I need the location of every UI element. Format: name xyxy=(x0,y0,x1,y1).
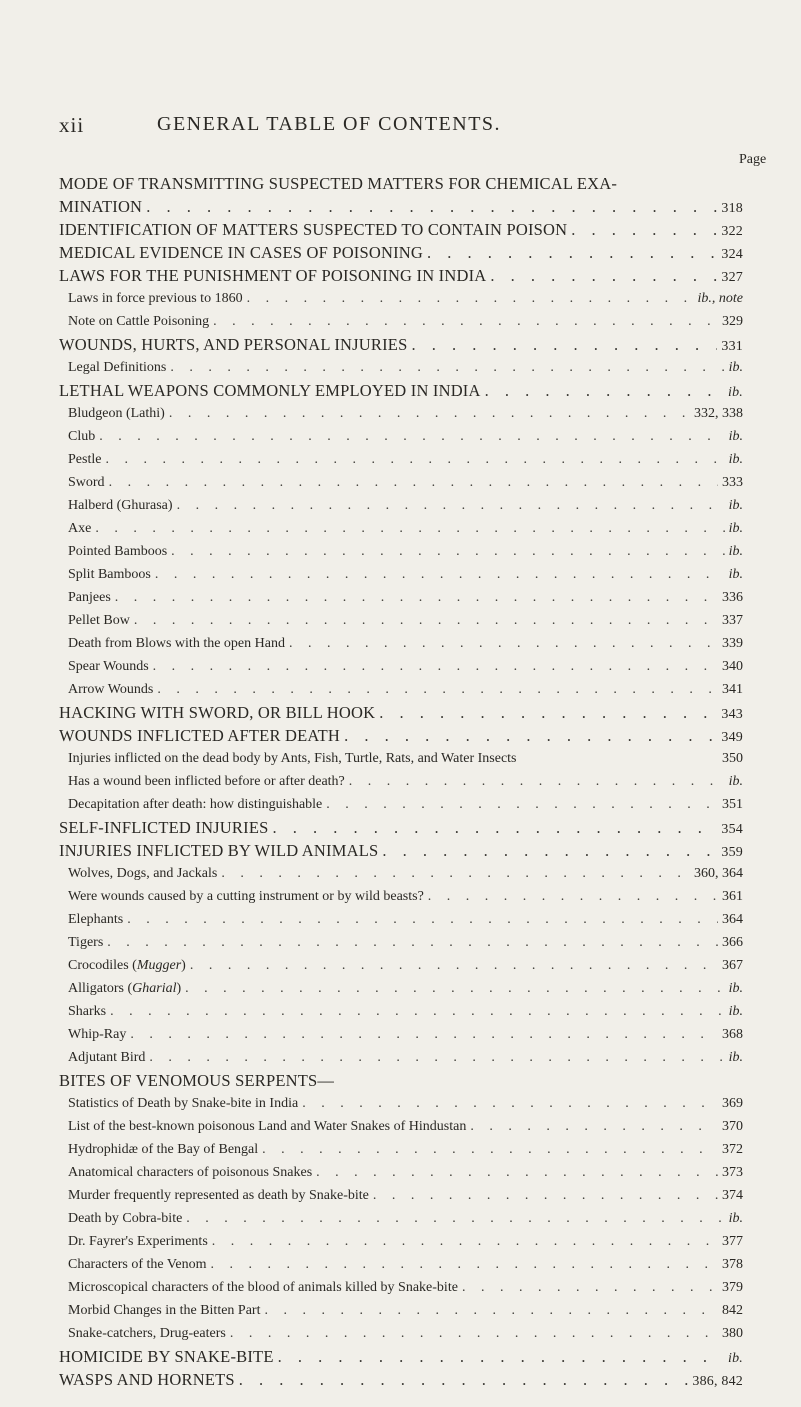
toc-entry-page: 350 xyxy=(722,751,743,766)
toc-entry xyxy=(59,379,743,402)
toc-entry xyxy=(59,586,743,609)
toc-entry-title xyxy=(68,586,111,609)
toc-entry-title xyxy=(68,517,91,540)
toc-entry-text: BITES OF VENOMOUS SERPENTS— xyxy=(59,1071,335,1090)
toc-entry-title xyxy=(68,1161,312,1184)
toc-entry-text: Axe xyxy=(68,521,92,536)
toc-entry-page: ib. xyxy=(728,981,743,996)
toc-entry-title xyxy=(59,816,268,839)
toc-entry xyxy=(59,241,743,264)
toc-entry-text: Injuries inflicted on the dead body by Ants, Fish, Turtle, Rats, and Water Insects xyxy=(68,751,517,766)
toc-entry-page: 378 xyxy=(722,1257,743,1272)
toc-entry-page: 366 xyxy=(722,935,743,950)
dot-leader xyxy=(105,471,718,494)
toc-entry-text: Has a wound been inflicted before or after death? xyxy=(68,774,345,789)
toc-entry xyxy=(59,931,743,954)
toc-entry-title xyxy=(68,540,167,563)
toc-entry-page: 379 xyxy=(722,1280,743,1295)
toc-entry-title xyxy=(68,1253,207,1276)
toc-entry-page: 380 xyxy=(722,1326,743,1341)
toc-entry-page: ib. xyxy=(728,1004,743,1019)
toc-entry-title xyxy=(68,655,149,678)
toc-entry-text: Adjutant Bird xyxy=(68,1050,146,1065)
dot-leader xyxy=(126,1023,718,1046)
toc-entry xyxy=(59,310,743,333)
toc-entry-text: Sword xyxy=(68,475,105,490)
dot-leader xyxy=(91,517,724,540)
toc-entry-text: Laws in force previous to 1860 xyxy=(68,291,243,306)
toc-entry xyxy=(59,494,743,517)
dot-leader xyxy=(378,839,717,862)
toc-entry-title xyxy=(59,218,567,241)
toc-entry-title xyxy=(68,747,517,770)
dot-leader xyxy=(375,701,717,724)
dot-leader xyxy=(123,908,718,931)
toc-entry-text: Snake-catchers, Drug-eaters xyxy=(68,1326,226,1341)
page-number: xii xyxy=(59,113,85,137)
toc-entry-text: Wolves, Dogs, and Jackals xyxy=(68,866,218,881)
dot-leader xyxy=(345,770,725,793)
toc-entry-page: ib. xyxy=(728,360,743,375)
toc-entry xyxy=(59,954,743,977)
toc-entry-title xyxy=(68,609,130,632)
toc-entry-page: 331 xyxy=(721,339,743,354)
table-of-contents xyxy=(59,172,743,1391)
toc-entry-text: MINATION xyxy=(59,197,143,216)
toc-entry-title xyxy=(59,195,142,218)
toc-entry-title xyxy=(68,287,243,310)
toc-entry-title xyxy=(68,1207,182,1230)
toc-entry-text: INJURIES INFLICTED BY WILD ANIMALS xyxy=(59,841,379,860)
toc-entry-title xyxy=(59,839,378,862)
toc-entry-page: 336 xyxy=(722,590,743,605)
toc-entry-title xyxy=(68,1276,458,1299)
toc-entry-page: 318 xyxy=(721,201,743,216)
dot-leader xyxy=(322,793,718,816)
toc-entry-page: 372 xyxy=(722,1142,743,1157)
toc-entry-title xyxy=(68,908,123,931)
toc-entry xyxy=(59,1276,743,1299)
dot-leader xyxy=(458,1276,718,1299)
dot-leader xyxy=(466,1115,718,1138)
toc-entry-title xyxy=(68,862,217,885)
dot-leader xyxy=(274,1345,724,1368)
toc-entry-title xyxy=(68,1138,258,1161)
toc-entry xyxy=(59,1069,743,1092)
toc-entry xyxy=(59,1299,743,1322)
toc-entry xyxy=(59,977,743,1000)
toc-entry-title xyxy=(68,632,285,655)
dot-leader xyxy=(243,287,694,310)
toc-entry xyxy=(59,701,743,724)
toc-entry-title xyxy=(59,241,423,264)
toc-entry xyxy=(59,1345,743,1368)
dot-leader xyxy=(130,609,718,632)
toc-entry-title xyxy=(59,724,340,747)
toc-entry xyxy=(59,655,743,678)
toc-entry-page: 324 xyxy=(721,247,743,262)
toc-entry-page: 333 xyxy=(722,475,743,490)
toc-entry-page: 361 xyxy=(722,889,743,904)
toc-entry-text: Pellet Bow xyxy=(68,613,130,628)
toc-entry-page: ib. xyxy=(728,385,743,400)
dot-leader xyxy=(260,1299,718,1322)
toc-entry-page: 332, 338 xyxy=(694,406,743,421)
toc-entry-title xyxy=(68,1092,298,1115)
toc-entry-page: 370 xyxy=(722,1119,743,1134)
toc-entry-title xyxy=(68,678,153,701)
toc-entry xyxy=(59,1253,743,1276)
toc-entry-text: MEDICAL EVIDENCE IN CASES OF POISONING xyxy=(59,243,424,262)
toc-entry-page: 373 xyxy=(722,1165,743,1180)
toc-entry-text: Microscopical characters of the blood of animals killed by Snake-bite xyxy=(68,1280,458,1295)
toc-entry-text: Panjees xyxy=(68,590,111,605)
toc-entry-title xyxy=(68,563,151,586)
toc-entry-page: 341 xyxy=(722,682,743,697)
dot-leader xyxy=(101,448,724,471)
toc-entry-title xyxy=(68,425,95,448)
dot-leader xyxy=(153,678,718,701)
dot-leader xyxy=(481,379,724,402)
toc-entry xyxy=(59,816,743,839)
toc-entry-page: 368 xyxy=(722,1027,743,1042)
toc-entry-page: 360, 364 xyxy=(694,866,743,881)
toc-entry-page: 329 xyxy=(722,314,743,329)
toc-entry-page: 327 xyxy=(721,270,743,285)
toc-entry-text: Death by Cobra-bite xyxy=(68,1211,183,1226)
toc-entry-page: ib. xyxy=(728,498,743,513)
toc-entry-text: Anatomical characters of poisonous Snakes xyxy=(68,1165,313,1180)
toc-entry-italic-text: Gharial xyxy=(132,981,177,996)
toc-entry xyxy=(59,724,743,747)
toc-entry xyxy=(59,402,743,425)
toc-entry xyxy=(59,287,743,310)
dot-leader xyxy=(486,264,717,287)
toc-entry-text: Death from Blows with the open Hand xyxy=(68,636,285,651)
toc-entry-title xyxy=(59,1069,334,1092)
toc-entry xyxy=(59,1046,743,1069)
dot-leader xyxy=(423,241,717,264)
toc-entry xyxy=(59,632,743,655)
toc-entry-page: 349 xyxy=(721,730,743,745)
toc-entry-text: Pestle xyxy=(68,452,102,467)
toc-entry-text: Sharks xyxy=(68,1004,107,1019)
toc-entry-page: ib. xyxy=(728,452,743,467)
toc-entry xyxy=(59,908,743,931)
toc-entry-title xyxy=(68,1184,369,1207)
toc-entry-title xyxy=(68,1046,145,1069)
toc-entry-text: Crocodiles ( xyxy=(68,958,137,973)
toc-entry xyxy=(59,264,743,287)
dot-leader xyxy=(207,1253,718,1276)
toc-entry-text: Spear Wounds xyxy=(68,659,149,674)
toc-entry xyxy=(59,678,743,701)
dot-leader xyxy=(235,1368,689,1391)
toc-entry xyxy=(59,563,743,586)
toc-entry xyxy=(59,448,743,471)
toc-entry-title xyxy=(59,264,486,287)
dot-leader xyxy=(173,494,725,517)
toc-entry-page: ib. xyxy=(728,774,743,789)
toc-entry-title xyxy=(68,402,165,425)
toc-entry-page: 340 xyxy=(722,659,743,674)
toc-entry-page: ib. xyxy=(728,521,743,536)
toc-entry xyxy=(59,609,743,632)
toc-entry-text: Pointed Bamboos xyxy=(68,544,168,559)
running-title: GENERAL TABLE OF CONTENTS. xyxy=(157,113,502,135)
toc-entry-text: Hydrophidæ of the Bay of Bengal xyxy=(68,1142,259,1157)
toc-entry-page: ib. xyxy=(728,429,743,444)
toc-entry-text: WASPS AND HORNETS xyxy=(59,1370,235,1389)
toc-entry xyxy=(59,1023,743,1046)
toc-entry-title xyxy=(59,1345,274,1368)
toc-entry-text: HACKING WITH SWORD, OR BILL HOOK xyxy=(59,703,376,722)
dot-leader xyxy=(145,1046,724,1069)
toc-entry xyxy=(59,1368,743,1391)
dot-leader xyxy=(312,1161,718,1184)
toc-entry xyxy=(59,1092,743,1115)
toc-entry xyxy=(59,218,743,241)
toc-entry-title xyxy=(68,1000,106,1023)
dot-leader xyxy=(226,1322,718,1345)
toc-entry xyxy=(59,1184,743,1207)
toc-entry-text: Murder frequently represented as death by Snake-bite xyxy=(68,1188,369,1203)
dot-leader xyxy=(268,816,717,839)
toc-entry-title xyxy=(68,931,103,954)
toc-entry-title xyxy=(68,1322,226,1345)
toc-entry-text: Dr. Fayrer's Experiments xyxy=(68,1234,208,1249)
toc-entry xyxy=(59,862,743,885)
toc-entry-title xyxy=(68,310,209,333)
toc-entry-title xyxy=(59,379,481,402)
toc-entry xyxy=(59,517,743,540)
dot-leader xyxy=(151,563,725,586)
toc-entry xyxy=(59,333,743,356)
toc-entry xyxy=(59,471,743,494)
dot-leader xyxy=(186,954,718,977)
toc-entry-title xyxy=(68,1023,126,1046)
toc-entry-title xyxy=(68,793,322,816)
toc-entry xyxy=(59,195,743,218)
toc-entry-text: Alligators ( xyxy=(68,981,133,996)
dot-leader xyxy=(285,632,718,655)
toc-entry-text: Whip-Ray xyxy=(68,1027,127,1042)
toc-entry-page: 369 xyxy=(722,1096,743,1111)
toc-entry-text: Characters of the Venom xyxy=(68,1257,207,1272)
toc-entry-title xyxy=(68,448,101,471)
toc-entry xyxy=(59,1207,743,1230)
toc-entry-page: 367 xyxy=(722,958,743,973)
toc-entry-text: Were wounds caused by a cutting instrument or by wild beasts? xyxy=(68,889,424,904)
dot-leader xyxy=(298,1092,718,1115)
toc-entry-page: 337 xyxy=(722,613,743,628)
toc-entry-title xyxy=(59,1368,235,1391)
dot-leader xyxy=(149,655,718,678)
toc-entry-page: ib. xyxy=(728,544,743,559)
dot-leader xyxy=(217,862,690,885)
toc-entry-title xyxy=(68,1115,466,1138)
toc-entry-page: 374 xyxy=(722,1188,743,1203)
toc-entry-text: Bludgeon (Lathi) xyxy=(68,406,165,421)
toc-entry-title xyxy=(59,333,407,356)
dot-leader xyxy=(165,402,690,425)
toc-entry-title xyxy=(68,885,424,908)
toc-entry-page: 364 xyxy=(722,912,743,927)
toc-entry-text: Note on Cattle Poisoning xyxy=(68,314,210,329)
toc-entry-text-after: ) xyxy=(181,958,186,973)
toc-entry-page: 343 xyxy=(721,707,743,722)
toc-entry xyxy=(59,770,743,793)
toc-entry-text: WOUNDS INFLICTED AFTER DEATH xyxy=(59,726,341,745)
toc-entry-page: ib. xyxy=(728,1050,743,1065)
dot-leader xyxy=(103,931,718,954)
toc-entry-page: ib. xyxy=(728,1211,743,1226)
toc-entry-text: Arrow Wounds xyxy=(68,682,154,697)
toc-entry-page: ib., note xyxy=(697,291,743,306)
toc-entry-page: 377 xyxy=(722,1234,743,1249)
toc-entry-title xyxy=(68,977,181,1000)
toc-entry-text: Legal Definitions xyxy=(68,360,167,375)
dot-leader xyxy=(407,333,717,356)
toc-entry-page: 842 xyxy=(722,1303,743,1318)
toc-entry xyxy=(59,172,743,195)
dot-leader xyxy=(111,586,718,609)
toc-entry-page: 386, 842 xyxy=(692,1374,743,1389)
dot-leader xyxy=(424,885,718,908)
toc-entry-text: Decapitation after death: how distinguishable xyxy=(68,797,323,812)
toc-entry-title xyxy=(68,1299,260,1322)
toc-entry-title xyxy=(68,770,345,793)
toc-entry xyxy=(59,1322,743,1345)
dot-leader xyxy=(166,356,724,379)
toc-entry-text: Tigers xyxy=(68,935,104,950)
toc-entry xyxy=(59,839,743,862)
toc-entry-italic-text: Mugger xyxy=(136,958,182,973)
toc-entry-text: HOMICIDE BY SNAKE-BITE xyxy=(59,1347,274,1366)
dot-leader xyxy=(106,1000,724,1023)
toc-entry-text: LETHAL WEAPONS COMMONLY EMPLOYED IN INDIA xyxy=(59,381,481,400)
toc-entry-page: ib. xyxy=(728,1351,743,1366)
dot-leader xyxy=(340,724,717,747)
toc-entry-title xyxy=(68,1230,208,1253)
toc-entry xyxy=(59,1138,743,1161)
toc-entry-title xyxy=(59,701,375,724)
dot-leader xyxy=(182,1207,724,1230)
dot-leader xyxy=(258,1138,718,1161)
toc-entry-text: WOUNDS, HURTS, AND PERSONAL INJURIES xyxy=(59,335,408,354)
dot-leader xyxy=(167,540,724,563)
page-column-label: Page xyxy=(739,152,767,167)
dot-leader xyxy=(142,195,717,218)
toc-entry xyxy=(59,1115,743,1138)
toc-entry xyxy=(59,540,743,563)
toc-entry xyxy=(59,1230,743,1253)
toc-entry-text-after: ) xyxy=(176,981,182,996)
toc-entry-page: 351 xyxy=(722,797,743,812)
toc-entry-page: 339 xyxy=(722,636,743,651)
toc-entry xyxy=(59,1161,743,1184)
toc-entry-page: ib. xyxy=(728,567,743,582)
toc-entry-text: List of the best-known poisonous Land and Water Snakes of Hindustan xyxy=(68,1119,467,1134)
toc-entry-text: SELF-INFLICTED INJURIES xyxy=(59,818,269,837)
dot-leader xyxy=(567,218,717,241)
toc-entry xyxy=(59,1000,743,1023)
toc-entry-text: Club xyxy=(68,429,96,444)
toc-entry xyxy=(59,885,743,908)
dot-leader xyxy=(95,425,724,448)
toc-entry xyxy=(59,425,743,448)
toc-entry-page: 359 xyxy=(721,845,743,860)
toc-entry-title xyxy=(68,494,173,517)
toc-entry xyxy=(59,747,743,770)
dot-leader xyxy=(369,1184,718,1207)
toc-entry xyxy=(59,793,743,816)
dot-leader xyxy=(208,1230,718,1253)
toc-entry-text: Split Bamboos xyxy=(68,567,151,582)
dot-leader xyxy=(181,977,724,1000)
toc-entry-text: MODE OF TRANSMITTING SUSPECTED MATTERS FOR CHEMICAL EXA- xyxy=(59,174,618,193)
toc-entry-text: Statistics of Death by Snake-bite in India xyxy=(68,1096,299,1111)
toc-entry-page: 322 xyxy=(721,224,743,239)
toc-entry-text: Morbid Changes in the Bitten Part xyxy=(68,1303,261,1318)
toc-entry xyxy=(59,356,743,379)
toc-entry-text: LAWS FOR THE PUNISHMENT OF POISONING IN INDIA xyxy=(59,266,487,285)
dot-leader xyxy=(209,310,718,333)
toc-entry-title xyxy=(59,172,617,195)
toc-entry-title xyxy=(68,954,186,977)
toc-entry-text: Halberd (Ghurasa) xyxy=(68,498,173,513)
toc-entry-text: IDENTIFICATION OF MATTERS SUSPECTED TO CONTAIN POISON xyxy=(59,220,568,239)
toc-entry-text: Elephants xyxy=(68,912,124,927)
toc-entry-title xyxy=(68,471,105,494)
toc-entry-title xyxy=(68,356,166,379)
toc-entry-page: 354 xyxy=(721,822,743,837)
